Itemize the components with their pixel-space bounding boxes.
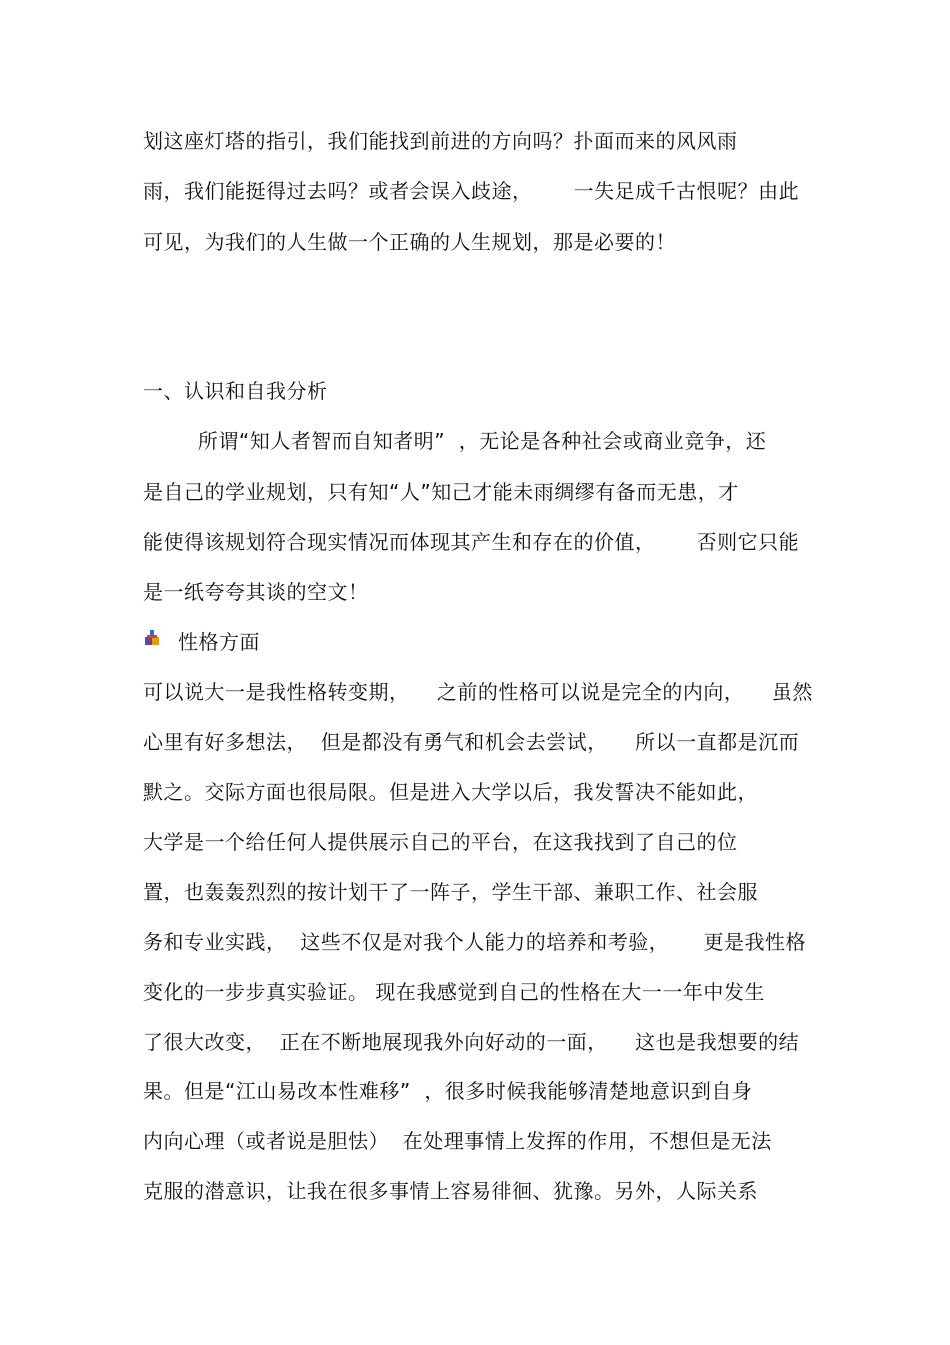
paragraph-line: 是一纸夸夸其谈的空文！ — [143, 580, 369, 604]
paragraph-line: 心里有好多想法， 但是都没有勇气和机会去尝试， 所以一直都是沉而 — [143, 730, 800, 754]
intro-line: 可见，为我们的人生做一个正确的人生规划，那是必要的！ — [143, 230, 676, 254]
paragraph-line: 置，也轰轰烈烈的按计划干了一阵子，学生干部、兼职工作、社会服 — [143, 880, 758, 904]
section-heading: 一、认识和自我分析 — [143, 379, 328, 403]
paragraph-line: 变化的一步步真实验证。 现在我感觉到自己的性格在大一一年中发生 — [143, 980, 765, 1004]
paragraph-line: 大学是一个给任何人提供展示自己的平台，在这我找到了自己的位 — [143, 830, 738, 854]
paragraph-line: 默之。交际方面也很局限。但是进入大学以后，我发誓决不能如此， — [143, 780, 758, 804]
paragraph-line: 果。但是“江山易改本性难移” ，很多时候我能够清楚地意识到自身 — [143, 1079, 753, 1103]
paragraph-line: 所谓“知人者智而自知者明” ，无论是各种社会或商业竞争，还 — [143, 429, 767, 453]
paragraph-line: 了很大改变， 正在不断地展现我外向好动的一面， 这也是我想要的结 — [143, 1030, 800, 1054]
bullet-icon — [143, 628, 163, 648]
intro-line: 雨，我们能挺得过去吗？或者会误入歧途， 一失足成千古恨呢？由此 — [143, 179, 800, 203]
paragraph-line: 内向心理（或者说是胆怯） 在处理事情上发挥的作用，不想但是无法 — [143, 1129, 772, 1153]
paragraph-line: 能使得该规划符合现实情况而体现其产生和存在的价值， 否则它只能 — [143, 530, 800, 554]
paragraph-line: 务和专业实践， 这些不仅是对我个人能力的培养和考验， 更是我性格 — [143, 930, 807, 954]
subsection-heading: 性格方面 — [178, 630, 260, 654]
paragraph-line: 是自己的学业规划，只有知“人”知己才能未雨绸缪有备而无患，才 — [143, 480, 739, 504]
paragraph-line: 可以说大一是我性格转变期， 之前的性格可以说是完全的内向， 虽然 — [143, 680, 813, 704]
paragraph-line: 克服的潜意识，让我在很多事情上容易徘徊、犹豫。另外，人际关系 — [143, 1179, 758, 1203]
intro-line: 划这座灯塔的指引，我们能找到前进的方向吗？扑面而来的风风雨 — [143, 129, 738, 153]
